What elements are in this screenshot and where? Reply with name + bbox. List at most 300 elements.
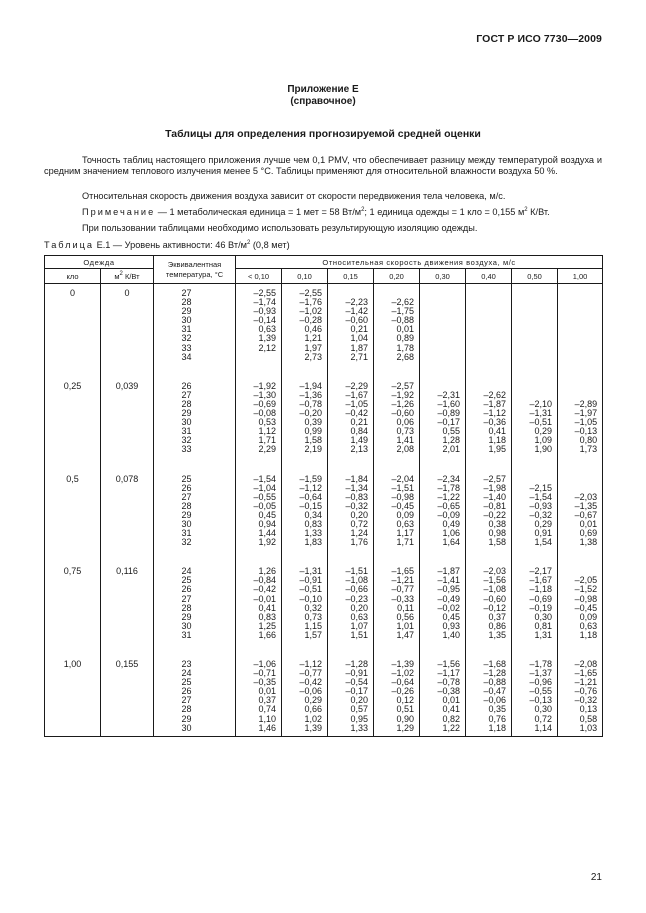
- pmv-cell: [420, 334, 466, 343]
- table-row: [45, 604, 603, 613]
- pmv-cell: –1,52: [558, 585, 603, 594]
- clo-cell: [45, 520, 101, 529]
- clo-cell: [45, 622, 101, 631]
- temperature-cell: 28: [154, 502, 236, 511]
- clo-cell: [45, 613, 101, 622]
- m2kw-header: [101, 269, 154, 284]
- pmv-cell: 0,74: [236, 705, 282, 714]
- note-text-2: ; 1 единица одежды = 1 кло = 0,155 м: [364, 207, 525, 217]
- spacer-cell: [466, 362, 512, 382]
- pmv-cell: 0,11: [374, 604, 420, 613]
- pmv-cell: [466, 325, 512, 334]
- equivalent-temperature-header: Эквивалентная температура, °С: [154, 256, 236, 284]
- pmv-cell: –0,45: [374, 502, 420, 511]
- pmv-cell: –1,37: [512, 669, 558, 678]
- pmv-cell: –1,87: [466, 400, 512, 409]
- pmv-cell: [512, 289, 558, 298]
- spacer-cell: [420, 362, 466, 382]
- pmv-cell: –0,60: [328, 316, 374, 325]
- pmv-cell: –0,38: [420, 687, 466, 696]
- pmv-cell: [420, 325, 466, 334]
- pmv-cell: –0,95: [420, 585, 466, 594]
- pmv-cell: –0,69: [512, 595, 558, 604]
- temperature-cell: 32: [154, 436, 236, 445]
- pmv-cell: 0,34: [282, 511, 328, 520]
- pmv-cell: [466, 307, 512, 316]
- pmv-cell: 0,20: [328, 511, 374, 520]
- insulation-cell: [101, 576, 154, 585]
- speed-header: 1,00: [558, 269, 603, 284]
- pmv-cell: 1,14: [512, 724, 558, 737]
- table-row: [45, 334, 603, 343]
- spacer-cell: [374, 640, 420, 660]
- spacer-cell: [420, 455, 466, 475]
- pmv-cell: –0,23: [328, 595, 374, 604]
- note-text-3: К/Вт.: [527, 207, 550, 217]
- pmv-cell: [420, 344, 466, 353]
- pmv-cell: –1,41: [420, 576, 466, 585]
- pmv-cell: 1,71: [374, 538, 420, 547]
- insulation-cell: [101, 538, 154, 547]
- clo-cell: [45, 715, 101, 724]
- insulation-cell: 0: [101, 289, 154, 298]
- pmv-cell: –0,76: [558, 687, 603, 696]
- pmv-cell: 1,29: [374, 724, 420, 737]
- pmv-cell: 0,01: [420, 696, 466, 705]
- table-row: [45, 493, 603, 502]
- clo-cell: [45, 353, 101, 362]
- group-spacer-row: [45, 547, 603, 567]
- pmv-cell: –1,67: [328, 391, 374, 400]
- clo-cell: [45, 604, 101, 613]
- table-row: [45, 484, 603, 493]
- pmv-cell: 0,37: [466, 613, 512, 622]
- pmv-cell: 0,73: [374, 427, 420, 436]
- pmv-cell: –0,10: [282, 595, 328, 604]
- temperature-cell: 29: [154, 307, 236, 316]
- pmv-cell: 0,58: [558, 715, 603, 724]
- pmv-cell: [420, 307, 466, 316]
- pmv-cell: 1,47: [374, 631, 420, 640]
- pmv-cell: 0,76: [466, 715, 512, 724]
- clothing-header: Одежда: [45, 256, 154, 269]
- pmv-cell: 1,18: [466, 724, 512, 737]
- pmv-cell: 1,02: [282, 715, 328, 724]
- insulation-cell: 0,039: [101, 382, 154, 391]
- pmv-cell: 0,63: [558, 622, 603, 631]
- pmv-cell: –2,03: [466, 567, 512, 576]
- pmv-cell: 1,18: [558, 631, 603, 640]
- temperature-cell: 29: [154, 715, 236, 724]
- pmv-cell: –1,04: [236, 484, 282, 493]
- pmv-cell: –1,08: [328, 576, 374, 585]
- table-caption-text: Е.1 — Уровень активности: 46 Вт/м: [94, 240, 247, 250]
- pmv-cell: –1,76: [282, 298, 328, 307]
- pmv-cell: –1,67: [512, 576, 558, 585]
- pmv-cell: –0,12: [466, 604, 512, 613]
- temperature-cell: 29: [154, 613, 236, 622]
- pmv-cell: 1,39: [236, 334, 282, 343]
- pmv-cell: 0,29: [512, 520, 558, 529]
- spacer-cell: [101, 640, 154, 660]
- temperature-cell: 28: [154, 604, 236, 613]
- temperature-cell: 33: [154, 445, 236, 454]
- pmv-cell: 0,12: [374, 696, 420, 705]
- pmv-cell: –1,92: [236, 382, 282, 391]
- spacer-cell: [374, 362, 420, 382]
- clo-cell: [45, 418, 101, 427]
- pmv-cell: –1,35: [558, 502, 603, 511]
- insulation-cell: [101, 585, 154, 594]
- insulation-cell: [101, 705, 154, 714]
- pmv-cell: [466, 353, 512, 362]
- pmv-cell: –1,30: [236, 391, 282, 400]
- pmv-cell: –0,19: [512, 604, 558, 613]
- pmv-cell: 0,83: [282, 520, 328, 529]
- pmv-cell: 0,82: [420, 715, 466, 724]
- pmv-cell: –2,08: [558, 660, 603, 669]
- insulation-cell: [101, 529, 154, 538]
- pmv-cell: –1,98: [466, 484, 512, 493]
- pmv-cell: 0,30: [512, 705, 558, 714]
- pmv-cell: –0,15: [282, 502, 328, 511]
- temperature-cell: 23: [154, 660, 236, 669]
- insulation-cell: [101, 511, 154, 520]
- speed-header: 0,30: [420, 269, 466, 284]
- annex-title: Приложение Е: [287, 84, 359, 95]
- pmv-cell: –1,36: [282, 391, 328, 400]
- pmv-cell: –0,35: [236, 678, 282, 687]
- pmv-cell: 0,84: [328, 427, 374, 436]
- pmv-cell: –0,98: [374, 493, 420, 502]
- pmv-cell: 0,21: [328, 325, 374, 334]
- pmv-cell: –2,89: [558, 400, 603, 409]
- pmv-cell: –0,55: [236, 493, 282, 502]
- pmv-cell: –0,77: [374, 585, 420, 594]
- spacer-cell: [466, 547, 512, 567]
- clo-cell: [45, 687, 101, 696]
- insulation-cell: [101, 344, 154, 353]
- pmv-cell: –2,04: [374, 475, 420, 484]
- insulation-cell: [101, 631, 154, 640]
- pmv-cell: [558, 298, 603, 307]
- annex-type: (справочное): [290, 96, 356, 107]
- insulation-cell: [101, 493, 154, 502]
- pmv-cell: 1,92: [236, 538, 282, 547]
- spacer-cell: [328, 640, 374, 660]
- pmv-cell: 1,78: [374, 344, 420, 353]
- table-row: [45, 418, 603, 427]
- table-row: [45, 678, 603, 687]
- spacer-cell: [558, 455, 603, 475]
- air-speed-header: Относительная скорость движения воздуха, м/с: [236, 256, 603, 269]
- pmv-cell: –0,01: [236, 595, 282, 604]
- pmv-cell: [466, 289, 512, 298]
- pmv-cell: –1,28: [466, 669, 512, 678]
- pmv-cell: [512, 307, 558, 316]
- temperature-cell: 27: [154, 289, 236, 298]
- spacer-cell: [282, 640, 328, 660]
- pmv-cell: 1,97: [282, 344, 328, 353]
- pmv-cell: 1,64: [420, 538, 466, 547]
- pmv-cell: –0,88: [466, 678, 512, 687]
- table-row: [45, 391, 603, 400]
- spacer-cell: [45, 362, 101, 382]
- table-row: [45, 445, 603, 454]
- temperature-cell: 28: [154, 400, 236, 409]
- pmv-cell: –0,42: [282, 678, 328, 687]
- pmv-cell: 0,51: [374, 705, 420, 714]
- pmv-cell: 1,87: [328, 344, 374, 353]
- spacer-cell: [328, 455, 374, 475]
- pmv-cell: 0,37: [236, 696, 282, 705]
- speed-header: 0,15: [328, 269, 374, 284]
- pmv-cell: 2,08: [374, 445, 420, 454]
- clo-cell: [45, 436, 101, 445]
- pmv-cell: –2,31: [420, 391, 466, 400]
- insulation-cell: [101, 678, 154, 687]
- clo-cell: [45, 696, 101, 705]
- pmv-cell: 2,29: [236, 445, 282, 454]
- insulation-cell: [101, 325, 154, 334]
- table-row: [45, 427, 603, 436]
- clo-cell: [45, 724, 101, 737]
- pmv-cell: 1,01: [374, 622, 420, 631]
- pmv-cell: –0,06: [466, 696, 512, 705]
- pmv-cell: 1,17: [374, 529, 420, 538]
- pmv-cell: –0,96: [512, 678, 558, 687]
- pmv-cell: –0,13: [512, 696, 558, 705]
- pmv-cell: 1,15: [282, 622, 328, 631]
- pmv-cell: 0,81: [512, 622, 558, 631]
- pmv-cell: 0,72: [512, 715, 558, 724]
- table-row: [45, 298, 603, 307]
- speed-header: 0,10: [282, 269, 328, 284]
- insulation-cell: [101, 520, 154, 529]
- pmv-cell: –0,93: [512, 502, 558, 511]
- pmv-cell: [512, 382, 558, 391]
- temperature-cell: 27: [154, 493, 236, 502]
- clo-cell: [45, 316, 101, 325]
- clo-cell: [45, 427, 101, 436]
- insulation-cell: [101, 622, 154, 631]
- pmv-cell: [466, 334, 512, 343]
- table-row: [45, 687, 603, 696]
- pmv-cell: 0,46: [282, 325, 328, 334]
- pmv-cell: –0,93: [236, 307, 282, 316]
- pmv-cell: –0,22: [466, 511, 512, 520]
- pmv-cell: –1,56: [466, 576, 512, 585]
- pmv-cell: 1,03: [558, 724, 603, 737]
- insulation-cell: [101, 316, 154, 325]
- pmv-cell: [466, 298, 512, 307]
- insulation-cell: 0,155: [101, 660, 154, 669]
- temperature-cell: 25: [154, 475, 236, 484]
- insulation-cell: [101, 669, 154, 678]
- pmv-cell: 0,20: [328, 604, 374, 613]
- pmv-cell: 0,38: [466, 520, 512, 529]
- clo-cell: [45, 344, 101, 353]
- pmv-cell: 0,01: [558, 520, 603, 529]
- speed-header: < 0,10: [236, 269, 282, 284]
- pmv-cell: 0,72: [328, 520, 374, 529]
- spacer-cell: [466, 640, 512, 660]
- pmv-cell: 1,18: [466, 436, 512, 445]
- clo-cell: [45, 511, 101, 520]
- pmv-cell: –1,78: [512, 660, 558, 669]
- pmv-cell: 0,41: [236, 604, 282, 613]
- pmv-cell: 0,55: [420, 427, 466, 436]
- insulation-cell: [101, 400, 154, 409]
- pmv-cell: –2,05: [558, 576, 603, 585]
- pmv-cell: 1,58: [466, 538, 512, 547]
- pmv-cell: –0,81: [466, 502, 512, 511]
- pmv-cell: 0,86: [466, 622, 512, 631]
- temperature-cell: 29: [154, 511, 236, 520]
- pmv-cell: –1,65: [558, 669, 603, 678]
- pmv-cell: 2,19: [282, 445, 328, 454]
- pmv-cell: 0,89: [374, 334, 420, 343]
- pmv-cell: –2,55: [282, 289, 328, 298]
- pmv-cell: –0,91: [282, 576, 328, 585]
- pmv-cell: –0,28: [282, 316, 328, 325]
- temperature-cell: 34: [154, 353, 236, 362]
- table-row: [45, 669, 603, 678]
- pmv-cell: [420, 298, 466, 307]
- pmv-cell: 1,76: [328, 538, 374, 547]
- pmv-cell: –0,17: [328, 687, 374, 696]
- pmv-cell: –1,08: [466, 585, 512, 594]
- pmv-cell: 0,56: [374, 613, 420, 622]
- pmv-cell: –1,54: [236, 475, 282, 484]
- table-row: [45, 538, 603, 547]
- clo-cell: [45, 445, 101, 454]
- group-spacer-row: [45, 362, 603, 382]
- speed-header: 0,40: [466, 269, 512, 284]
- pmv-cell: –0,36: [466, 418, 512, 427]
- pmv-cell: –2,57: [374, 382, 420, 391]
- pmv-cell: –1,42: [328, 307, 374, 316]
- spacer-cell: [282, 547, 328, 567]
- note-superscript-2: 2: [524, 207, 528, 213]
- speed-header: 0,20: [374, 269, 420, 284]
- table-row: [45, 400, 603, 409]
- pmv-cell: 0,06: [374, 418, 420, 427]
- table-caption: [44, 240, 290, 250]
- table-row: [45, 696, 603, 705]
- pmv-cell: –0,51: [512, 418, 558, 427]
- clo-cell: 0: [45, 289, 101, 298]
- page-number: 21: [590, 872, 602, 883]
- pmv-cell: 1,83: [282, 538, 328, 547]
- insulation-cell: [101, 436, 154, 445]
- table-row: [45, 353, 603, 362]
- pmv-cell: –1,56: [420, 660, 466, 669]
- table-row: [45, 325, 603, 334]
- pmv-cell: [420, 353, 466, 362]
- table-row: [45, 705, 603, 714]
- clo-cell: [45, 538, 101, 547]
- spacer-cell: [282, 455, 328, 475]
- spacer-cell: [236, 640, 282, 660]
- pmv-cell: –1,05: [328, 400, 374, 409]
- usage-paragraph: При пользовании таблицами необходимо использовать результирующую изоляцию одежды.: [82, 223, 478, 233]
- clo-cell: [45, 493, 101, 502]
- m2kw-header-b: К/Вт: [122, 271, 140, 281]
- pmv-cell: 1,28: [420, 436, 466, 445]
- spacer-cell: [558, 362, 603, 382]
- insulation-cell: [101, 604, 154, 613]
- pmv-cell: –1,40: [466, 493, 512, 502]
- pmv-cell: –0,05: [236, 502, 282, 511]
- pmv-cell: –0,88: [374, 316, 420, 325]
- insulation-cell: [101, 409, 154, 418]
- pmv-cell: [420, 289, 466, 298]
- spacer-cell: [154, 640, 236, 660]
- pmv-cell: [466, 316, 512, 325]
- clo-cell: [45, 705, 101, 714]
- pmv-cell: –1,12: [282, 660, 328, 669]
- note-text: — 1 метаболическая единица = 1 мет = 58 Вт/м: [155, 207, 362, 217]
- pmv-cell: –1,12: [466, 409, 512, 418]
- spacer-cell: [512, 640, 558, 660]
- pmv-cell: –0,71: [236, 669, 282, 678]
- pmv-cell: –0,51: [282, 585, 328, 594]
- pmv-cell: 2,71: [328, 353, 374, 362]
- spacer-cell: [512, 455, 558, 475]
- pmv-cell: 0,57: [328, 705, 374, 714]
- table-row: [45, 595, 603, 604]
- pmv-cell: –2,03: [558, 493, 603, 502]
- pmv-cell: 1,46: [236, 724, 282, 737]
- pmv-cell: 0,95: [328, 715, 374, 724]
- table-row: [45, 576, 603, 585]
- pmv-cell: –0,91: [328, 669, 374, 678]
- pmv-cell: 1,39: [282, 724, 328, 737]
- pmv-cell: 1,31: [512, 631, 558, 640]
- pmv-cell: 0,01: [374, 325, 420, 334]
- clo-cell: [45, 400, 101, 409]
- pmv-cell: [512, 353, 558, 362]
- spacer-cell: [101, 455, 154, 475]
- insulation-cell: [101, 484, 154, 493]
- insulation-cell: [101, 502, 154, 511]
- pmv-cell: –1,78: [420, 484, 466, 493]
- pmv-cell: –0,32: [558, 696, 603, 705]
- pmv-cell: –1,87: [420, 567, 466, 576]
- pmv-cell: 0,09: [374, 511, 420, 520]
- spacer-cell: [101, 362, 154, 382]
- clo-cell: 1,00: [45, 660, 101, 669]
- pmv-cell: –1,92: [374, 391, 420, 400]
- insulation-cell: [101, 307, 154, 316]
- pmv-cell: –1,22: [420, 493, 466, 502]
- clo-cell: [45, 307, 101, 316]
- pmv-cell: –0,17: [420, 418, 466, 427]
- spacer-cell: [282, 362, 328, 382]
- temperature-cell: 28: [154, 705, 236, 714]
- temperature-cell: 24: [154, 669, 236, 678]
- temperature-cell: 33: [154, 344, 236, 353]
- spacer-cell: [374, 547, 420, 567]
- note-paragraph: [82, 207, 550, 218]
- pmv-cell: –1,54: [512, 493, 558, 502]
- table-row: [45, 409, 603, 418]
- pmv-cell: –1,21: [558, 678, 603, 687]
- spacer-cell: [101, 547, 154, 567]
- table-row: [45, 475, 603, 484]
- clo-cell: [45, 595, 101, 604]
